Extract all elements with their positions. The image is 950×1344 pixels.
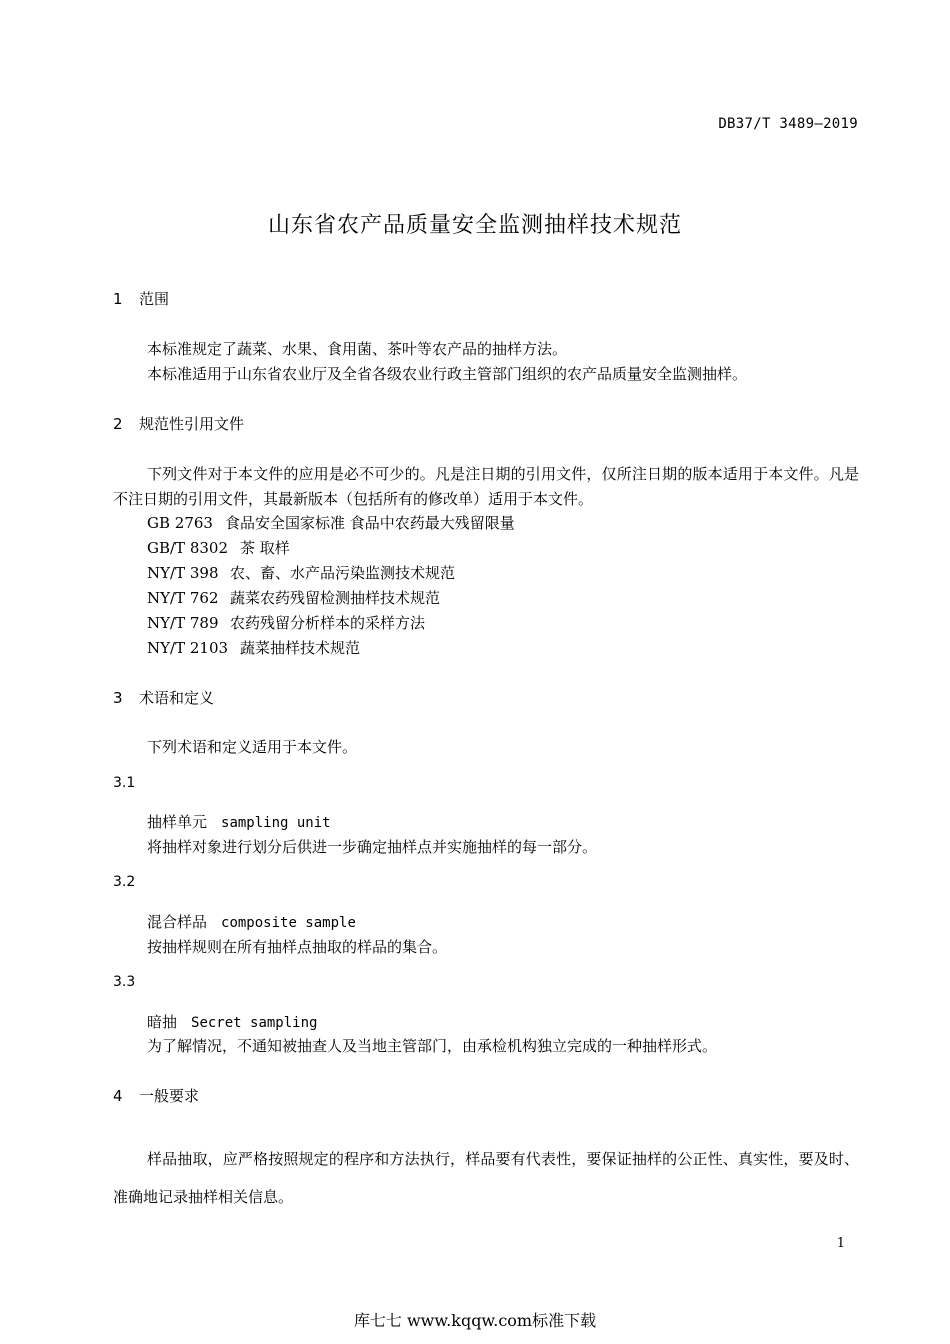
section-title: 术语和定义 <box>139 689 215 707</box>
section-title: 一般要求 <box>139 1087 200 1105</box>
reference-item <box>147 637 360 658</box>
reference-title: 蔬菜农药残留检测抽样技术规范 <box>230 589 441 607</box>
section-title: 规范性引用文件 <box>139 415 245 433</box>
term-chinese: 混合样品 <box>147 913 208 931</box>
reference-item <box>147 537 290 558</box>
reference-title: 农、畜、水产品污染监测技术规范 <box>230 564 456 582</box>
reference-title: 农药残留分析样本的采样方法 <box>230 614 426 632</box>
section-heading-3 <box>113 687 214 708</box>
page-number: 1 <box>836 1236 845 1251</box>
section-heading-2 <box>113 413 244 434</box>
reference-item <box>147 612 425 633</box>
reference-code: NY/T 789 <box>147 614 219 632</box>
section-number: 2 <box>113 415 123 433</box>
section-title: 范围 <box>139 290 170 308</box>
section-number: 3 <box>113 689 123 707</box>
section-number: 4 <box>113 1087 123 1105</box>
reference-title: 食品安全国家标准 食品中农药最大残留限量 <box>225 514 515 532</box>
section-number: 1 <box>113 290 123 308</box>
page-title: 山东省农产品质量安全监测抽样技术规范 <box>267 213 682 238</box>
term-entry <box>147 911 356 932</box>
reference-code: GB/T 8302 <box>147 539 229 557</box>
term-definition: 按抽样规则在所有抽样点抽取的样品的集合。 <box>147 938 448 956</box>
term-definition: 为了解情况，不通知被抽查人及当地主管部门，由承检机构独立完成的一种抽样形式。 <box>147 1037 718 1055</box>
term-definition: 将抽样对象进行划分后供进一步确定抽样点并实施抽样的每一部分。 <box>147 838 598 856</box>
term-chinese: 暗抽 <box>147 1013 178 1031</box>
reference-item <box>147 587 440 608</box>
paragraph: 样品抽取，应严格按照规定的程序和方法执行，样品要有代表性，要保证抽样的公正性、真实性，要及时、准确地记录抽样相关信息。 <box>113 1150 859 1206</box>
clause-number: 3.1 <box>113 775 136 791</box>
paragraph: 本标准规定了蔬菜、水果、食用菌、茶叶等农产品的抽样方法。 <box>147 340 568 358</box>
term-english: composite sample <box>221 915 356 931</box>
term-entry <box>147 811 331 832</box>
paragraph: 本标准适用于山东省农业厅及全省各级农业行政主管部门组织的农产品质量安全监测抽样。 <box>147 365 748 383</box>
clause-number: 3.2 <box>113 874 136 890</box>
reference-title: 蔬菜抽样技术规范 <box>240 639 361 657</box>
paragraph: 下列文件对于本文件的应用是必不可少的。凡是注日期的引用文件，仅所注日期的版本适用于本文件。凡是不注日期的引用文件，其最新版本（包括所有的修改单）适用于本文件。 <box>113 465 859 508</box>
reference-item <box>147 512 515 533</box>
document-number: DB37/T 3489—2019 <box>718 116 858 132</box>
term-english: Secret sampling <box>191 1015 318 1031</box>
footer-watermark: 库七七 www.kqqw.com标准下载 <box>353 1311 597 1330</box>
reference-title: 茶 取样 <box>240 539 290 557</box>
section-heading-4 <box>113 1085 199 1106</box>
section-heading-1 <box>113 288 169 309</box>
term-english: sampling unit <box>221 815 331 831</box>
reference-code: NY/T 398 <box>147 564 219 582</box>
reference-code: NY/T 2103 <box>147 639 229 657</box>
reference-code: NY/T 762 <box>147 589 219 607</box>
reference-item <box>147 562 455 583</box>
paragraph: 下列术语和定义适用于本文件。 <box>147 738 358 756</box>
reference-code: GB 2763 <box>147 514 213 532</box>
clause-number: 3.3 <box>113 974 136 990</box>
term-entry <box>147 1011 317 1032</box>
term-chinese: 抽样单元 <box>147 813 208 831</box>
